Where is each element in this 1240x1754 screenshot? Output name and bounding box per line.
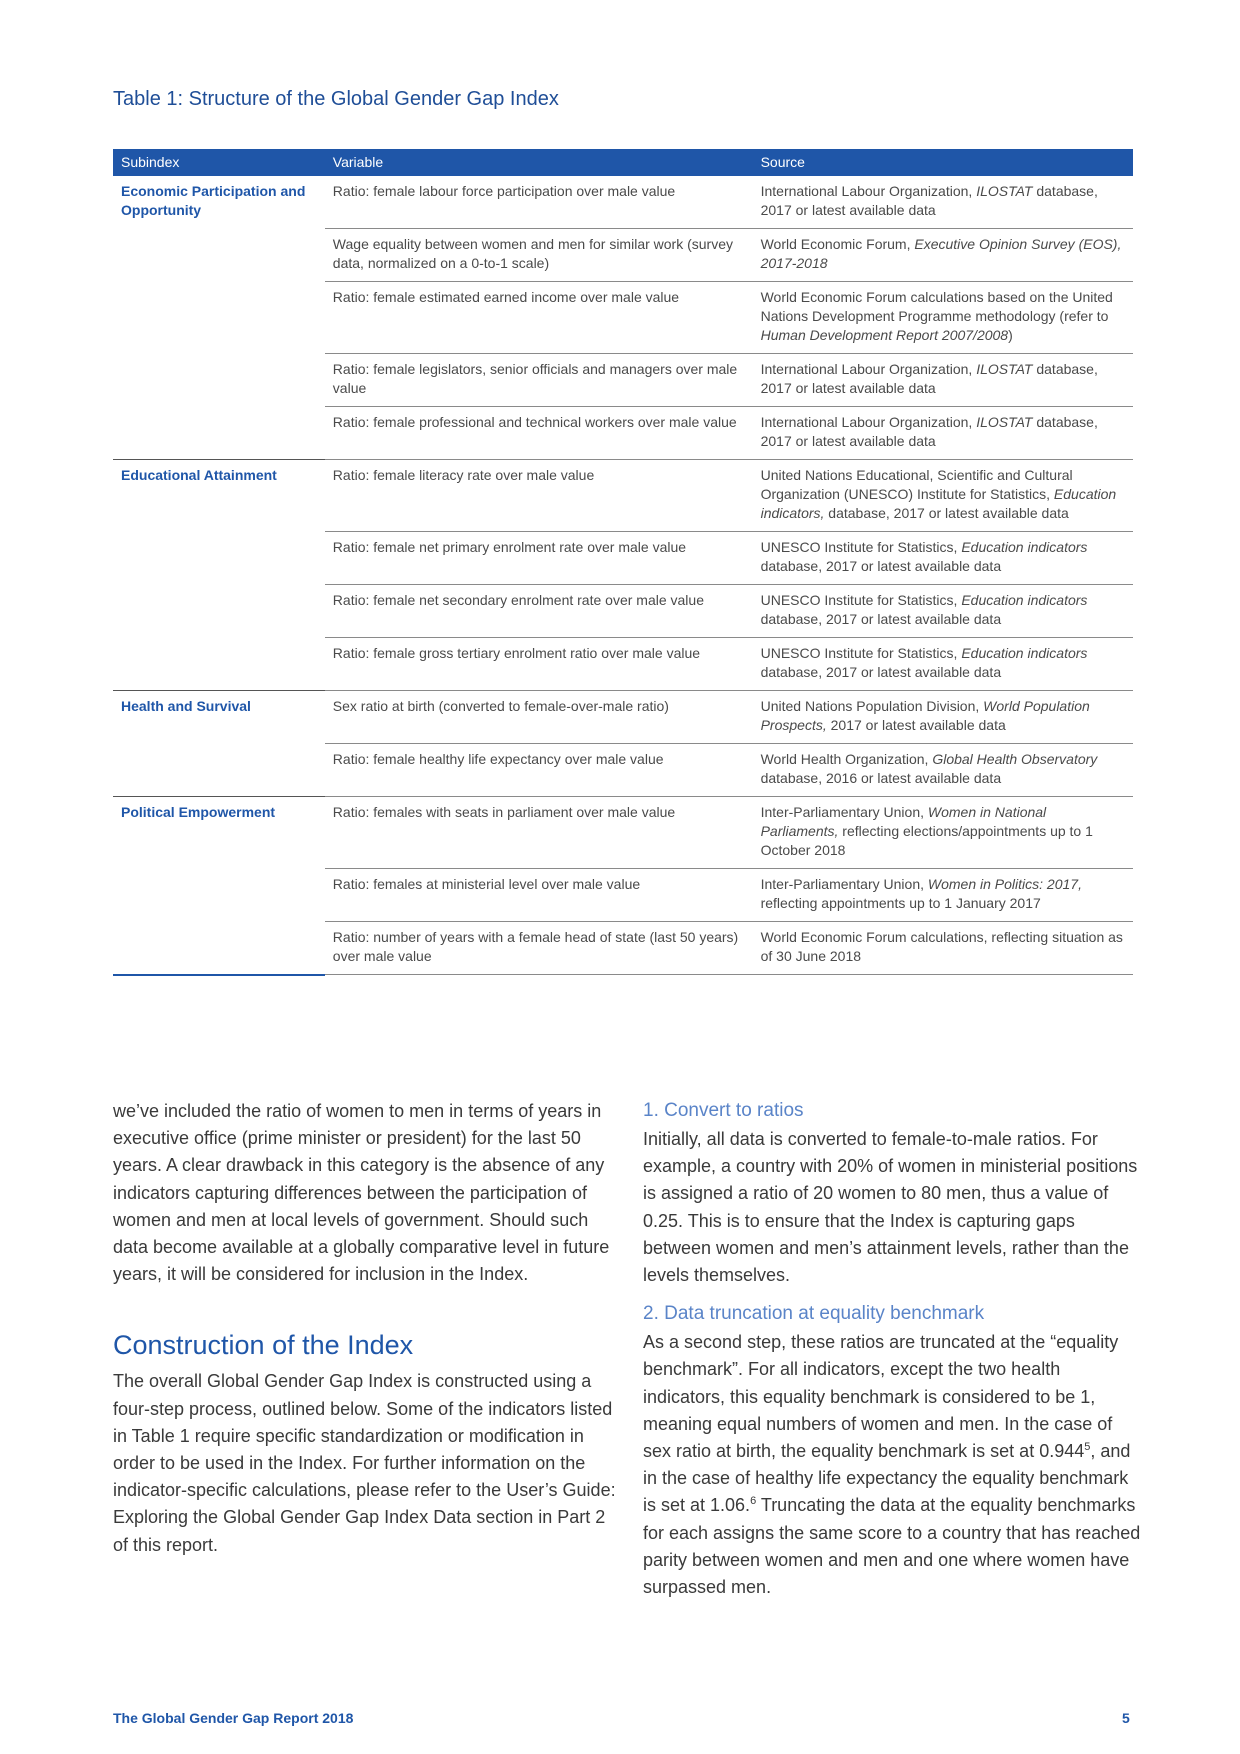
source-text: UNESCO Institute for Statistics, <box>760 539 962 555</box>
source-cell <box>753 797 1133 869</box>
source-text: database, 2017 or latest available data <box>760 414 1098 449</box>
variable-cell: Ratio: female estimated earned income over male value <box>325 282 753 354</box>
subindex-cell: Political Empowerment <box>113 797 325 975</box>
source-text: database, 2017 or latest available data <box>760 611 1002 627</box>
footer-report-title: The Global Gender Gap Report 2018 <box>113 1710 354 1726</box>
source-text: UNESCO Institute for Statistics, <box>760 645 962 661</box>
variable-cell: Ratio: females with seats in parliament over male value <box>325 797 753 869</box>
source-title: Global Health Observatory <box>932 751 1098 767</box>
source-text: International Labour Organization, <box>760 183 977 199</box>
source-text: World Economic Forum calculations, reflecting situation as of 30 June 2018 <box>760 929 1123 964</box>
source-text: United Nations Educational, Scientific and Cultural Organization (UNESCO) Institute for Statistics, <box>760 467 1073 502</box>
header-subindex: Subindex <box>113 149 325 176</box>
step2-heading: 2. Data truncation at equality benchmark <box>643 1303 985 1325</box>
source-text: International Labour Organization, <box>760 414 977 430</box>
intro-paragraph: we’ve included the ratio of women to men in terms of years in executive office (prime minister or president) for the last 50 years. A clear drawback in this category is the absence of any indicators capturing differences between the participation of women and men at local levels of government. Should such data become available at a globally comparative level in future years, it will be considered for inclusion in the Index. <box>113 1101 610 1285</box>
construction-paragraph: The overall Global Gender Gap Index is constructed using a four-step process, outlined below. Some of the indicators listed in Table 1 require specific standardization or modification in order to be used in the Index. For further information on the indicator-specific calculations, please refer to the User’s Guide: Exploring the Global Gender Gap Index Data section in Part 2 of this report. <box>113 1371 616 1555</box>
source-text: database, 2017 or latest available data <box>760 558 1002 574</box>
source-cell <box>753 869 1133 922</box>
right-column <box>643 1098 1143 1601</box>
source-title: Education indicators <box>961 645 1088 661</box>
variable-cell: Ratio: female net primary enrolment rate over male value <box>325 532 753 585</box>
source-text: reflecting appointments up to 1 January 2017 <box>760 895 1041 911</box>
step1-paragraph: Initially, all data is converted to female-to-male ratios. For example, a country with 20% of women in ministerial positions is assigned a ratio of 20 women to 80 men, thus a value of 0.25. This is to ensure that the Index is capturing gaps between women and men’s attainment levels, rather than the levels themselves. <box>643 1129 1138 1286</box>
source-title: Education indicators <box>961 539 1088 555</box>
source-text: reflecting elections/appointments up to 1 October 2018 <box>760 823 1093 858</box>
source-text: World Economic Forum, <box>760 236 915 252</box>
source-text: United Nations Population Division, <box>760 698 984 714</box>
source-text: World Health Organization, <box>760 751 933 767</box>
header-variable: Variable <box>325 149 753 176</box>
subindex-cell: Economic Participation and Opportunity <box>113 176 325 460</box>
source-cell <box>753 532 1133 585</box>
source-cell <box>753 229 1133 282</box>
step2-paragraph <box>643 1329 1143 1601</box>
section-heading: Construction of the Index <box>113 1330 414 1361</box>
variable-cell: Ratio: female gross tertiary enrolment ratio over male value <box>325 638 753 691</box>
source-cell <box>753 744 1133 797</box>
subindex-cell: Health and Survival <box>113 691 325 797</box>
subindex-cell: Educational Attainment <box>113 460 325 691</box>
source-cell <box>753 176 1133 229</box>
variable-cell: Sex ratio at birth (converted to female-over-male ratio) <box>325 691 753 744</box>
step2-text-a: As a second step, these ratios are truncated at the “equality benchmark”. For all indicators, except the two health indicators, this equality benchmark is considered to be 1, meaning equal numbers of women and men. In the case of sex ratio at birth, the equality benchmark is set at 0.944 <box>643 1332 1119 1462</box>
source-cell <box>753 691 1133 744</box>
source-title: Executive Opinion Survey (EOS), 2017-2018 <box>760 236 1122 271</box>
footer-page-number: 5 <box>1122 1710 1130 1726</box>
variable-cell: Ratio: female healthy life expectancy over male value <box>325 744 753 797</box>
variable-cell: Ratio: females at ministerial level over male value <box>325 869 753 922</box>
source-cell <box>753 407 1133 460</box>
variable-cell: Ratio: female legislators, senior officials and managers over male value <box>325 354 753 407</box>
variable-cell: Ratio: female net secondary enrolment rate over male value <box>325 585 753 638</box>
footnote-ref-6[interactable]: 6 <box>750 1495 757 1508</box>
source-text: 2017 or latest available data <box>826 717 1006 733</box>
variable-cell: Ratio: female labour force participation over male value <box>325 176 753 229</box>
variable-cell: Wage equality between women and men for similar work (survey data, normalized on a 0-to-1 scale) <box>325 229 753 282</box>
source-text: International Labour Organization, <box>760 361 977 377</box>
source-cell <box>753 585 1133 638</box>
variable-cell: Ratio: female professional and technical workers over male value <box>325 407 753 460</box>
table-row <box>113 176 1133 229</box>
source-text: Inter-Parliamentary Union, <box>760 804 928 820</box>
variable-cell: Ratio: number of years with a female head of state (last 50 years) over male value <box>325 922 753 975</box>
source-title: ILOSTAT <box>976 414 1033 430</box>
gender-gap-structure-table <box>113 149 1133 976</box>
footnote-ref-5[interactable]: 5 <box>1084 1441 1091 1454</box>
source-cell <box>753 354 1133 407</box>
source-title: Human Development Report 2007/2008 <box>760 327 1009 343</box>
source-cell <box>753 282 1133 354</box>
table-body <box>113 176 1133 975</box>
source-cell <box>753 460 1133 532</box>
step2-text-b: , and in the case of healthy life expectancy the equality benchmark is set at 1.06. <box>643 1441 1131 1516</box>
source-text: ) <box>1008 327 1013 343</box>
source-title: ILOSTAT <box>976 183 1033 199</box>
source-cell <box>753 922 1133 975</box>
table-header-row <box>113 149 1133 176</box>
source-text: UNESCO Institute for Statistics, <box>760 592 962 608</box>
left-column <box>113 1098 618 1559</box>
table-row <box>113 691 1133 744</box>
source-title: Education indicators, <box>760 486 1117 521</box>
table-row <box>113 460 1133 532</box>
table-row <box>113 797 1133 869</box>
source-text: World Economic Forum calculations based on the United Nations Development Programme methodology (refer to <box>760 289 1113 324</box>
source-text: Inter-Parliamentary Union, <box>760 876 928 892</box>
source-text: database, 2017 or latest available data <box>760 183 1098 218</box>
source-text: database, 2017 or latest available data <box>824 505 1069 521</box>
step1-heading: 1. Convert to ratios <box>643 1100 804 1121</box>
variable-cell: Ratio: female literacy rate over male value <box>325 460 753 532</box>
source-text: database, 2017 or latest available data <box>760 361 1098 396</box>
source-cell <box>753 638 1133 691</box>
source-title: ILOSTAT <box>976 361 1033 377</box>
header-source: Source <box>753 149 1133 176</box>
source-text: database, 2017 or latest available data <box>760 664 1002 680</box>
table-title: Table 1: Structure of the Global Gender Gap Index <box>113 88 559 110</box>
source-title: Women in National Parliaments, <box>760 804 1047 839</box>
source-title: Education indicators <box>961 592 1088 608</box>
step2-text-c: Truncating the data at the equality benchmarks for each assigns the same score to a country that has reached parity between women and men and one where women have surpassed men. <box>643 1495 1141 1598</box>
source-title: World Population Prospects, <box>760 698 1090 733</box>
source-text: database, 2016 or latest available data <box>760 770 1002 786</box>
source-title: Women in Politics: 2017, <box>927 876 1082 892</box>
